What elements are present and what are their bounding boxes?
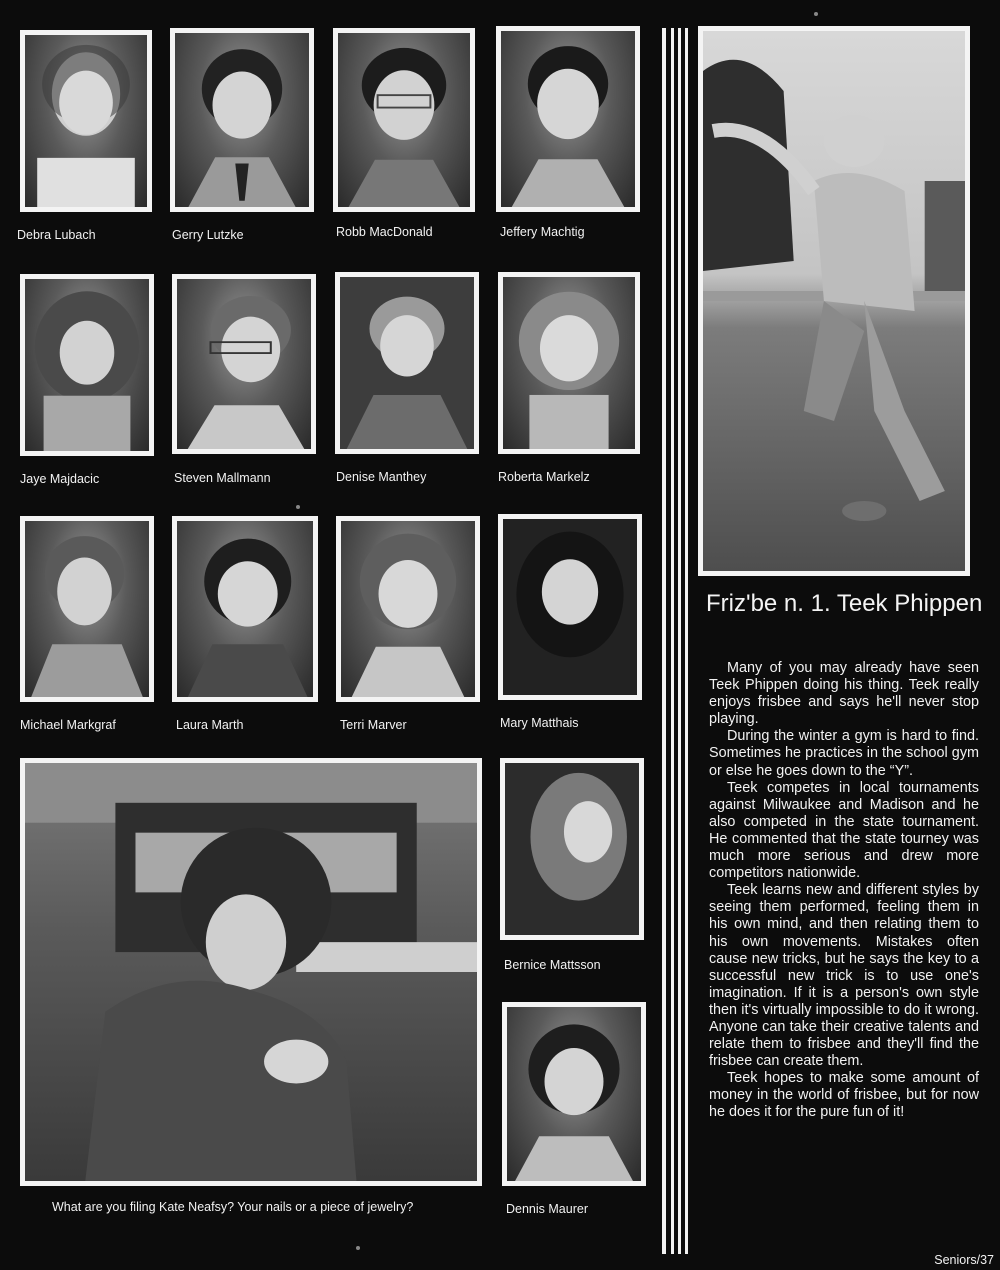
portrait-michael-markgraf	[20, 516, 154, 702]
portrait-bernice-mattsson	[500, 758, 644, 940]
portrait-robb-macdonald	[333, 28, 475, 212]
portrait-terri-marver	[336, 516, 480, 702]
portrait-roberta-markelz	[498, 272, 640, 454]
candid-caption: What are you filing Kate Neafsy? Your nails or a piece of jewelry?	[52, 1200, 414, 1214]
story-paragraph: Teek hopes to make some amount of money in the world of frisbee, but for now he does it for the pure fun of it!	[709, 1070, 979, 1121]
story-paragraph: Teek competes in local tournaments against Milwaukee and Madison and he also competed in the state tournament. He commented that the state tourney was much more serious and drew more competitors nationwide.	[709, 779, 979, 882]
portrait-name: Terri Marver	[340, 718, 407, 732]
scan-speck	[356, 1246, 360, 1250]
feature-headline: Friz'be n. 1. Teek Phippen	[706, 590, 983, 617]
portrait-name: Mary Matthais	[500, 716, 579, 730]
portrait-name: Jaye Majdacic	[20, 472, 100, 486]
portrait-name: Jeffery Machtig	[500, 225, 585, 239]
column-divider-rules	[662, 28, 690, 1254]
portrait-jeffery-machtig	[496, 26, 640, 212]
portrait-debra-lubach	[20, 30, 152, 212]
portrait-name: Steven Mallmann	[174, 471, 271, 485]
portrait-name: Robb MacDonald	[336, 225, 433, 239]
portrait-jaye-majdacic	[20, 274, 154, 456]
story-paragraph: During the winter a gym is hard to find. Sometimes he practices in the school gym or else he goes down to the “Y”.	[709, 728, 979, 779]
portrait-dennis-maurer	[502, 1002, 646, 1186]
portrait-laura-marth	[172, 516, 318, 702]
feature-photo-frisbee-jump	[698, 26, 970, 576]
portrait-steven-mallmann	[172, 274, 316, 454]
portrait-name: Laura Marth	[176, 718, 244, 732]
story-paragraph: Many of you may already have seen Teek Phippen doing his thing. Teek really enjoys frisbee and says he'll never stop playing.	[709, 660, 979, 728]
portrait-name: Michael Markgraf	[20, 718, 116, 732]
page-folio: Seniors/37	[934, 1253, 994, 1267]
portrait-denise-manthey	[335, 272, 479, 454]
portrait-name: Debra Lubach	[17, 228, 96, 242]
portrait-gerry-lutzke	[170, 28, 314, 212]
portrait-name: Gerry Lutzke	[172, 228, 244, 242]
portrait-name: Roberta Markelz	[498, 470, 590, 484]
story-paragraph: Teek learns new and different styles by seeing them performed, feeling them in his own mind, and then relating them to his own movements. Mistakes often cause new tricks, but he says the key to a successful new trick is to use one's imagination. If it is a person's own style then it's virtually impossible to do it wrong. Anyone can take their creative talents and relate them to frisbee and they'll find the frisbee can create them.	[709, 882, 979, 1070]
feature-story	[709, 660, 979, 1122]
portrait-name: Dennis Maurer	[506, 1202, 588, 1216]
portrait-mary-matthais	[498, 514, 642, 700]
portrait-name: Bernice Mattsson	[504, 958, 601, 972]
scan-speck	[296, 505, 300, 509]
portrait-name: Denise Manthey	[336, 470, 427, 484]
candid-photo-kate-neafsy	[20, 758, 482, 1186]
scan-speck	[814, 12, 818, 16]
